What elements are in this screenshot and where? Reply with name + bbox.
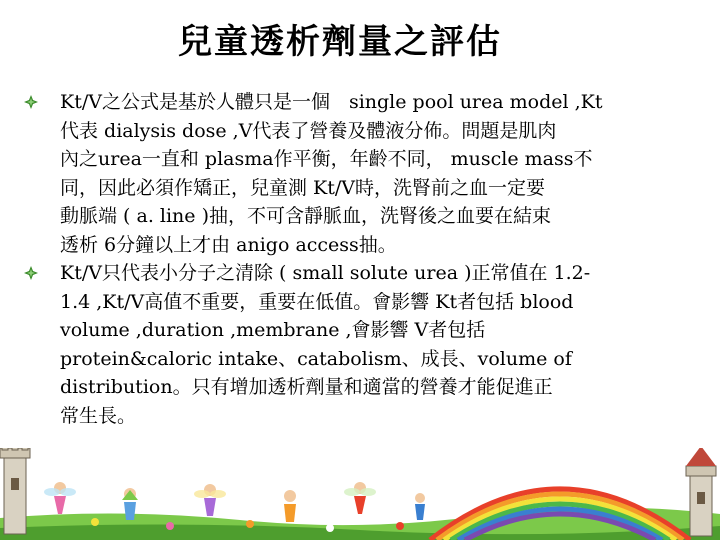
- bullet-item: [24, 259, 696, 430]
- bullet-line: protein&caloric intake、catabolism、成長、volume of: [60, 347, 572, 370]
- slide-body: [24, 88, 696, 430]
- bullet-line: Kt/V之公式是基於人體只是一個 single pool urea model ,Kt: [60, 91, 603, 113]
- bullet-line: 透析 6分鐘以上才由 anigo access抽。: [60, 233, 397, 256]
- diamond-bullet-icon: [24, 95, 38, 109]
- bullet-line: 常生長。: [60, 404, 137, 427]
- diamond-bullet-icon: [24, 266, 38, 280]
- bullet-line: distribution。只有增加透析劑量和適當的營養才能促進正: [60, 376, 553, 398]
- bullet-line: 內之urea一直和 plasma作平衡，年齡不同， muscle mass不: [60, 148, 593, 170]
- bullet-line: volume ,duration ,membrane ,會影響 V者包括: [60, 319, 486, 341]
- decorative-footer-illustration: [0, 448, 720, 540]
- bullet-line: 1.4 ,Kt/V高值不重要，重要在低值。會影響 Kt者包括 blood: [60, 290, 574, 313]
- bullet-line: 同，因此必須作矯正，兒童測 Kt/V時，洗腎前之血一定要: [60, 176, 545, 199]
- bullet-line: 動脈端 ( a. line )抽，不可含靜脈血，洗腎後之血要在結束: [60, 205, 551, 227]
- slide-title: 兒童透析劑量之評估: [178, 22, 502, 62]
- castle-tower-icon: [0, 448, 30, 534]
- bullet-line: Kt/V只代表小分子之清除 ( small solute urea )正常值在 1.2-: [60, 262, 591, 284]
- castle-tower-icon: [686, 448, 716, 536]
- bullet-item: [24, 88, 696, 259]
- bullet-line: 代表 dialysis dose ,V代表了營養及體液分佈。問題是肌肉: [60, 119, 557, 142]
